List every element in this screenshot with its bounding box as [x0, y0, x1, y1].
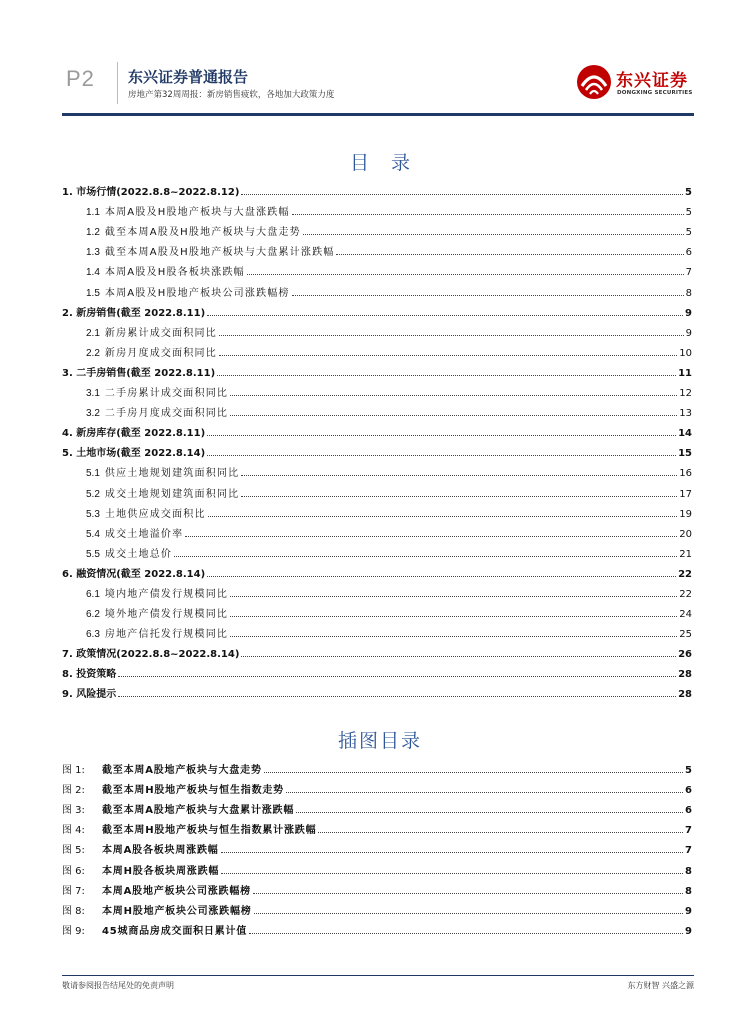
figure-caption: 本周A股地产板块公司涨跌幅榜	[102, 885, 251, 897]
toc-entry-label	[86, 243, 336, 258]
dot-leader	[318, 832, 683, 833]
toc-entry-label	[86, 284, 292, 299]
page-number: P2	[66, 66, 95, 91]
toc-entry-number: 1.5	[86, 287, 100, 299]
toc-entry-label	[86, 344, 219, 359]
toc-page-number: 28	[678, 689, 692, 701]
toc-entry-number: 5.5	[86, 548, 100, 560]
dot-leader	[230, 395, 677, 396]
dot-leader	[221, 852, 683, 853]
figure-page-number: 6	[685, 785, 692, 797]
figure-list-title: 插图目录	[338, 730, 423, 752]
figure-number: 图 3:	[62, 805, 85, 817]
dot-leader	[303, 234, 684, 235]
dot-leader	[286, 792, 683, 793]
toc-subsection-entry[interactable]	[62, 500, 692, 520]
toc-page-number: 20	[679, 528, 692, 540]
toc-entry-label	[86, 324, 219, 339]
toc-entry-label	[86, 223, 303, 238]
report-type-title: 东兴证券普通报告	[128, 68, 249, 86]
toc-entry-number: 1.1	[86, 207, 100, 219]
figure-number: 图 7:	[62, 885, 85, 897]
dot-leader	[254, 913, 683, 914]
toc-page-number: 10	[679, 347, 692, 359]
figure-entry-label	[62, 761, 264, 776]
toc-page-number: 5	[685, 207, 692, 219]
figure-page-number: 9	[685, 925, 692, 937]
toc-entry-text: 土地供应成交面积比	[104, 508, 206, 520]
toc-entry-number: 5.1	[86, 468, 100, 480]
toc-entry-label: 3. 二手房销售(截至 2022.8.11)	[62, 367, 216, 379]
toc-entry-text: 截至本周A股及H股地产板块与大盘累计涨跌幅	[104, 247, 335, 259]
toc-entry-label	[86, 384, 230, 399]
figure-page-number: 8	[685, 885, 692, 897]
toc-page-number: 22	[679, 588, 692, 600]
toc-section-entry[interactable]	[62, 660, 692, 680]
toc-entry-text: 成交土地溢价率	[104, 528, 184, 540]
toc-entry-label	[86, 263, 247, 278]
footer-slogan: 东方财智 兴盛之源	[627, 981, 694, 990]
toc-page-number: 6	[685, 247, 692, 259]
toc-page-number: 14	[678, 428, 692, 440]
figure-list-entry[interactable]	[62, 897, 692, 917]
figure-list-entry[interactable]	[62, 796, 692, 816]
dot-leader	[264, 772, 683, 773]
dot-leader	[217, 375, 676, 376]
dot-leader	[230, 616, 677, 617]
toc-page-number: 28	[678, 669, 692, 681]
figure-entry-label	[62, 821, 318, 836]
dot-leader	[296, 812, 683, 813]
figure-list-entry[interactable]	[62, 836, 692, 856]
figure-number: 图 4:	[62, 825, 85, 837]
dot-leader	[118, 676, 676, 677]
figure-number: 图 5:	[62, 845, 85, 857]
figure-caption: 45城商品房成交面积日累计值	[102, 925, 248, 937]
dot-leader	[207, 435, 676, 436]
toc-entry-text: 成交土地规划建筑面积同比	[104, 488, 240, 500]
toc-entry-text: 房地产信托发行规模同比	[104, 629, 229, 641]
toc-entry-label: 9. 风险提示	[62, 689, 117, 701]
toc-entry-label	[86, 203, 292, 218]
dot-leader	[174, 556, 677, 557]
toc-subsection-entry[interactable]	[62, 520, 692, 540]
toc-page-number: 8	[685, 287, 692, 299]
figure-page-number: 5	[685, 765, 692, 777]
toc-page-number: 12	[679, 388, 692, 400]
figure-list-entry[interactable]	[62, 776, 692, 796]
toc-page-number: 7	[685, 267, 692, 279]
figure-list-entry[interactable]	[62, 877, 692, 897]
dot-leader	[241, 475, 677, 476]
figure-number: 图 8:	[62, 905, 85, 917]
toc-entry-text: 境外地产债发行规模同比	[104, 609, 229, 621]
toc-section-entry[interactable]	[62, 640, 692, 660]
figure-caption: 截至本周A股地产板块与大盘累计涨跌幅	[102, 805, 295, 817]
toc-subsection-entry[interactable]	[62, 540, 692, 560]
dot-leader	[207, 315, 683, 316]
toc-entry-text: 本周A股及H股地产板块公司涨跌幅榜	[104, 287, 290, 299]
dot-leader	[208, 516, 678, 517]
figure-page-number: 7	[685, 845, 692, 857]
toc-entry-label: 2. 新房销售(截至 2022.8.11)	[62, 307, 206, 319]
toc-entry-number: 5.2	[86, 488, 100, 500]
toc-page-number: 19	[679, 508, 692, 520]
logo-text: 东兴证券	[616, 71, 688, 91]
figure-list-entry[interactable]	[62, 917, 692, 937]
figure-entry-label	[62, 902, 254, 917]
figure-caption: 截至本周H股地产板块与恒生指数走势	[102, 785, 284, 797]
toc-subsection-entry[interactable]	[62, 379, 692, 399]
toc-subsection-entry[interactable]	[62, 399, 692, 419]
figure-entry-label	[62, 882, 253, 897]
toc-entry-number: 6.2	[86, 609, 100, 621]
toc-page-number: 5	[685, 187, 692, 199]
toc-entry-label	[86, 505, 208, 520]
toc-entry-label: 8. 投资策略	[62, 669, 117, 681]
dot-leader	[253, 893, 683, 894]
toc-entry-text: 新房月度成交面积同比	[104, 347, 217, 359]
toc-subsection-entry[interactable]	[62, 459, 692, 479]
toc-entry-text: 二手房月度成交面积同比	[104, 408, 229, 420]
toc-subsection-entry[interactable]	[62, 339, 692, 359]
toc-entry-number: 6.3	[86, 629, 100, 641]
toc-page-number: 24	[679, 609, 692, 621]
toc-subsection-entry[interactable]	[62, 479, 692, 499]
toc-entry-label	[86, 605, 230, 620]
toc-subsection-entry[interactable]	[62, 319, 692, 339]
figure-caption: 本周A股各板块周涨跌幅	[102, 845, 219, 857]
toc-page-number: 25	[679, 629, 692, 641]
toc-subsection-entry[interactable]	[62, 258, 692, 278]
toc-entry-label	[86, 485, 241, 500]
toc-entry-text: 截至本周A股及H股地产板块与大盘走势	[104, 227, 301, 239]
figure-list-entry[interactable]	[62, 816, 692, 836]
toc-entry-number: 5.3	[86, 508, 100, 520]
page-header	[0, 0, 755, 118]
footer-disclaimer: 敬请参阅报告结尾处的免责声明	[62, 981, 174, 990]
figure-number: 图 9:	[62, 925, 85, 937]
figure-entry-label	[62, 841, 221, 856]
toc-entry-number: 6.1	[86, 588, 100, 600]
toc-entry-label	[86, 404, 230, 419]
toc-entry-label: 7. 政策情况(2022.8.8~2022.8.14)	[62, 649, 240, 661]
toc-entry-number: 3.1	[86, 388, 100, 400]
toc-page-number: 9	[685, 307, 692, 319]
dot-leader	[230, 636, 677, 637]
figure-list-entry[interactable]	[62, 856, 692, 876]
toc-entry-text: 供应土地规划建筑面积同比	[104, 468, 240, 480]
dot-leader	[241, 194, 683, 195]
toc-entry-number: 3.2	[86, 408, 100, 420]
figure-entry-label	[62, 922, 249, 937]
toc-page-number: 9	[685, 327, 692, 339]
toc-entry-label: 6. 融资情况(截至 2022.8.14)	[62, 568, 206, 580]
figure-entry-label	[62, 862, 221, 877]
logo-english-text: DONGXING SECURITIES	[617, 90, 693, 96]
toc-entry-text: 境内地产债发行规模同比	[104, 588, 229, 600]
toc-subsection-entry[interactable]	[62, 218, 692, 238]
toc-entry-text: 二手房累计成交面积同比	[104, 388, 229, 400]
toc-section-entry[interactable]	[62, 419, 692, 439]
toc-page-number: 13	[679, 408, 692, 420]
toc-subsection-entry[interactable]	[62, 620, 692, 640]
figure-number: 图 6:	[62, 865, 85, 877]
figure-entry-label	[62, 801, 296, 816]
dot-leader	[247, 274, 684, 275]
toc-subsection-entry[interactable]	[62, 278, 692, 298]
table-of-contents	[62, 178, 692, 700]
toc-entry-label	[86, 464, 241, 479]
dot-leader	[207, 455, 676, 456]
toc-entry-number: 5.4	[86, 528, 100, 540]
toc-section-entry[interactable]	[62, 680, 692, 700]
toc-section-entry[interactable]	[62, 359, 692, 379]
dot-leader	[230, 596, 677, 597]
figure-page-number: 9	[685, 905, 692, 917]
dot-leader	[219, 355, 677, 356]
report-subtitle: 房地产第32周周报：新房销售疲软，各地加大政策力度	[128, 90, 335, 100]
toc-entry-text: 成交土地总价	[104, 548, 173, 560]
toc-entry-label	[86, 585, 230, 600]
toc-subsection-entry[interactable]	[62, 600, 692, 620]
header-rule	[62, 113, 694, 116]
toc-entry-number: 1.3	[86, 247, 100, 259]
toc-title: 目 录	[350, 152, 419, 174]
toc-entry-label: 4. 新房库存(截至 2022.8.11)	[62, 428, 206, 440]
figure-caption: 本周H股各板块周涨跌幅	[102, 865, 220, 877]
toc-page-number: 26	[678, 649, 692, 661]
figure-number: 图 1:	[62, 765, 85, 777]
toc-page-number: 11	[678, 367, 692, 379]
logo-mark-icon	[576, 64, 612, 100]
dot-leader	[241, 656, 676, 657]
dot-leader	[207, 576, 676, 577]
toc-page-number: 21	[679, 548, 692, 560]
toc-section-entry[interactable]	[62, 299, 692, 319]
figure-caption: 截至本周H股地产板块与恒生指数累计涨跌幅	[102, 825, 317, 837]
figure-caption: 截至本周A股地产板块与大盘走势	[102, 765, 262, 777]
toc-entry-number: 2.1	[86, 327, 100, 339]
dot-leader	[336, 254, 683, 255]
toc-entry-label	[86, 545, 174, 560]
dot-leader	[185, 536, 677, 537]
toc-entry-label	[86, 525, 185, 540]
toc-entry-number: 2.2	[86, 347, 100, 359]
toc-entry-label: 5. 土地市场(截至 2022.8.14)	[62, 448, 206, 460]
dot-leader	[230, 415, 677, 416]
figure-page-number: 8	[685, 865, 692, 877]
figure-number: 图 2:	[62, 785, 85, 797]
toc-subsection-entry[interactable]	[62, 580, 692, 600]
figure-list	[62, 756, 692, 937]
company-logo	[576, 64, 696, 104]
dot-leader	[219, 335, 684, 336]
toc-page-number: 16	[679, 468, 692, 480]
figure-entry-label	[62, 781, 286, 796]
toc-subsection-entry[interactable]	[62, 238, 692, 258]
toc-entry-text: 本周A股及H股地产板块与大盘涨跌幅	[104, 207, 290, 219]
toc-page-number: 22	[678, 568, 692, 580]
toc-entry-number: 1.2	[86, 227, 100, 239]
toc-section-entry[interactable]	[62, 439, 692, 459]
dot-leader	[241, 496, 677, 497]
toc-entry-text: 新房累计成交面积同比	[104, 327, 217, 339]
figure-caption: 本周H股地产板块公司涨跌幅榜	[102, 905, 252, 917]
dot-leader	[221, 873, 683, 874]
toc-page-number: 17	[679, 488, 692, 500]
dot-leader	[292, 295, 684, 296]
toc-section-entry[interactable]	[62, 178, 692, 198]
figure-page-number: 7	[685, 825, 692, 837]
dot-leader	[292, 214, 684, 215]
toc-page-number: 5	[685, 227, 692, 239]
toc-entry-label	[86, 625, 230, 640]
dot-leader	[249, 933, 683, 934]
figure-list-entry[interactable]	[62, 756, 692, 776]
toc-entry-text: 本周A股及H股各板块涨跌幅	[104, 267, 245, 279]
toc-subsection-entry[interactable]	[62, 198, 692, 218]
dot-leader	[118, 696, 676, 697]
toc-section-entry[interactable]	[62, 560, 692, 580]
figure-page-number: 6	[685, 805, 692, 817]
toc-entry-number: 1.4	[86, 267, 100, 279]
header-divider	[117, 62, 118, 104]
toc-page-number: 15	[678, 448, 692, 460]
toc-entry-label: 1. 市场行情(2022.8.8~2022.8.12)	[62, 187, 240, 199]
footer-rule	[62, 975, 694, 976]
